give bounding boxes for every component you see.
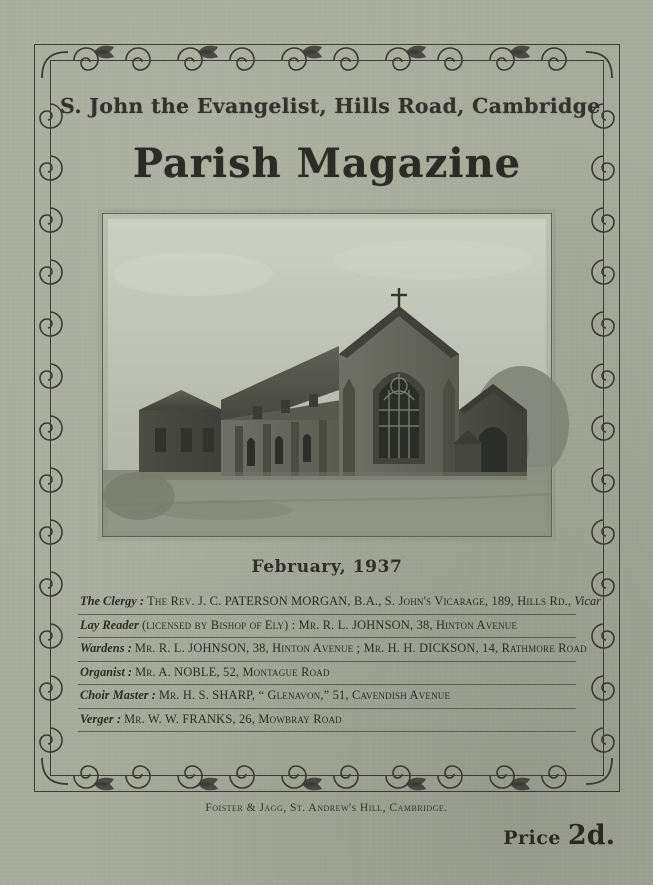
staff-row-choir-master bbox=[78, 685, 576, 709]
parish-staff-list bbox=[78, 591, 601, 732]
staff-detail-clergy: The Rev. J. C. PATERSON MORGAN, B.A., S. John's Vicarage, 189, Hills Rd., bbox=[147, 594, 572, 608]
price-amount: 2d. bbox=[567, 820, 615, 851]
staff-role-clergy: The Clergy : bbox=[80, 594, 145, 608]
price-label: Price bbox=[503, 827, 561, 849]
issue-date: February, 1937 bbox=[251, 557, 403, 577]
church-photo-illustration bbox=[103, 214, 551, 536]
staff-detail-verger: Mr. W. W. FRANKS, 26, Mowbray Road bbox=[124, 711, 342, 726]
staff-detail-wardens: Mr. R. L. JOHNSON, 38, Hinton Avenue ; Mr. H. H. DICKSON, 14, Rathmore Road bbox=[134, 641, 587, 655]
staff-detail-lay-reader: (licensed by Bishop of Ely) : Mr. R. L. JOHNSON, 38, Hinton Avenue bbox=[141, 617, 518, 632]
price-block bbox=[503, 820, 615, 851]
staff-role-lay-reader: Lay Reader bbox=[80, 617, 139, 632]
staff-row-lay-reader bbox=[78, 615, 576, 639]
staff-row-wardens bbox=[78, 638, 587, 662]
staff-role-choir-master: Choir Master : bbox=[80, 688, 156, 702]
staff-role-wardens: Wardens : bbox=[80, 641, 132, 655]
staff-role-organist: Organist : bbox=[80, 664, 132, 679]
cover-content bbox=[60, 70, 601, 770]
masthead-church-name: S. John the Evangelist, Hills Road, Cambridge bbox=[60, 94, 601, 118]
staff-row-organist bbox=[78, 662, 576, 686]
page-title: Parish Magazine bbox=[132, 140, 522, 187]
staff-detail-organist: Mr. A. NOBLE, 52, Montague Road bbox=[135, 664, 330, 679]
staff-role-verger: Verger : bbox=[80, 711, 121, 726]
church-photograph bbox=[102, 213, 552, 537]
staff-suffix-clergy: Vicar bbox=[574, 594, 601, 608]
staff-detail-choir-master: Mr. H. S. SHARP, “ Glenavon,” 51, Cavendish Avenue bbox=[158, 688, 451, 702]
staff-row-clergy bbox=[78, 591, 601, 615]
staff-row-verger bbox=[78, 709, 576, 733]
printer-imprint: Foister & Jagg, St. Andrew's Hill, Cambridge. bbox=[205, 802, 448, 814]
